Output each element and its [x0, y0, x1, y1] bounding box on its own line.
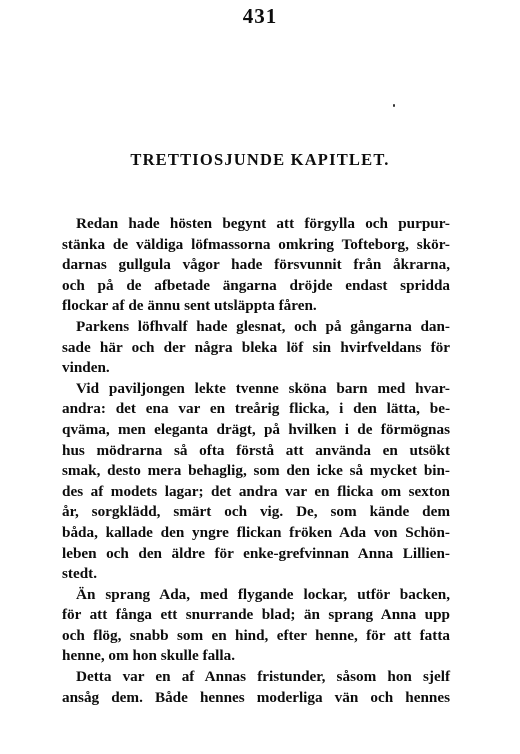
text-line: båda, kallade den yngre flickan fröken Ada von Schön-	[62, 523, 450, 541]
text-line: hus mödrarna så ofta förstå att använda en utsökt	[62, 441, 450, 459]
text-line: smak, desto mera behaglig, som den icke så mycket bin-	[62, 462, 450, 480]
text-line: ansåg dem. Både hennes moderliga vän och hennes	[62, 688, 450, 706]
text-line: Än sprang Ada, med flygande lockar, utför backen,	[76, 585, 450, 603]
text-line: henne, om hon skulle falla.	[62, 647, 236, 665]
text-line: och på de afbetade ängarna dröjde endast spridda	[62, 276, 450, 294]
text-line: stänka de väldiga löfmassorna omkring Tofteborg, skör-	[62, 235, 450, 253]
text-line: flockar af de ännu sent utsläppta fåren.	[62, 297, 317, 315]
text-line: sade här och der några bleka löf sin hvirfveldans för	[62, 338, 450, 356]
text-line: och flög, snabb som en hind, efter henne, för att fatta	[62, 626, 450, 644]
text-line: Redan hade hösten begynt att förgylla och purpur-	[76, 215, 450, 232]
text-line: des af modets lagar; det andra var en flicka om sexton	[62, 482, 450, 500]
text-line: Parkens löfhvalf hade glesnat, och på gångarna dan-	[76, 317, 450, 335]
body-text	[62, 214, 450, 708]
chapter-title: TRETTIOSJUNDE KAPITLET.	[130, 150, 390, 169]
text-line: Detta var en af Annas fristunder, såsom hon sjelf	[76, 668, 450, 686]
text-line: andra: det ena var en treårig flicka, i den lätta, be-	[62, 400, 450, 418]
page-number: 431	[242, 4, 278, 28]
text-line: år, sorgklädd, smärt och vig. De, som kände dem	[62, 503, 450, 521]
text-line: vinden.	[62, 359, 110, 377]
text-line: Vid paviljongen lekte tvenne sköna barn med hvar-	[76, 379, 450, 397]
text-line: leben och den äldre för enke-grefvinnan Anna Lillien-	[62, 544, 450, 562]
text-line: darnas gullgula vågor hade försvunnit från åkrarna,	[62, 256, 450, 274]
text-line: stedt.	[62, 565, 98, 583]
print-speck	[393, 104, 395, 107]
text-line: för att fånga ett snurrande blad; än sprang Anna upp	[62, 606, 450, 624]
text-line: qväma, men eleganta drägt, på hvilken i de förmögnas	[62, 420, 450, 438]
